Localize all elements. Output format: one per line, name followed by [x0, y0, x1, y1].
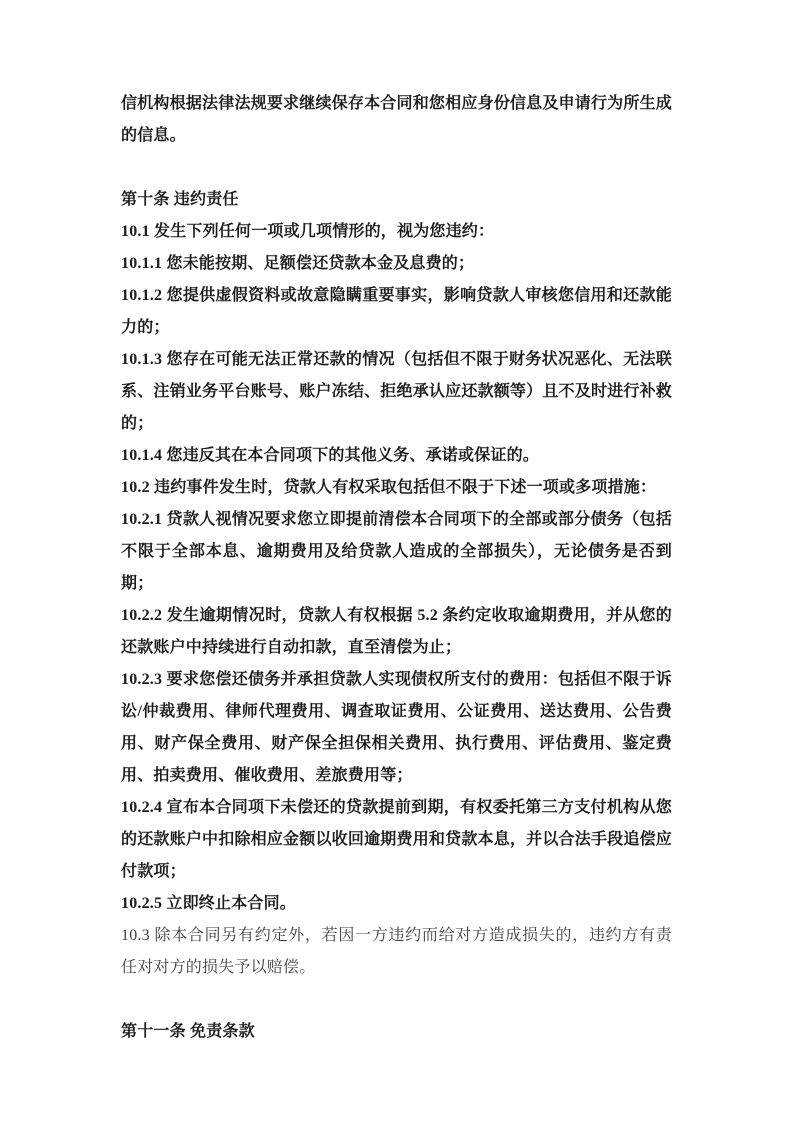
- blank-line: [121, 152, 672, 184]
- clause-10-1-1: 10.1.1 您未能按期、足额偿还贷款本金及息费的；: [121, 255, 475, 272]
- clause-10-2-5: 10.2.5 立即终止本合同。: [121, 895, 297, 912]
- clause-10-1: 10.1 发生下列任何一项或几项情形的，视为您违约：: [121, 223, 495, 240]
- clause-10-2-3: 10.2.3 要求您偿还债务并承担贷款人实现债权所支付的费用：包括但不限于诉讼/仲裁费用、律师代理费用、调查取证费用、公证费用、送达费用、公告费用、财产保全费用、财产保全担保相关费用、执行费用、评估费用、鉴定费用、拍卖费用、催收费用、差旅费用等；: [121, 671, 672, 784]
- section-11-heading: 第十一条 免责条款: [121, 1023, 255, 1040]
- clause-10-2-1: 10.2.1 贷款人视情况要求您立即提前清偿本合同项下的全部或部分债务（包括不限于全部本息、逾期费用及给贷款人造成的全部损失），无论债务是否到期；: [121, 511, 672, 592]
- clause-10-1-3: 10.1.3 您存在可能无法正常还款的情况（包括但不限于财务状况恶化、无法联系、注销业务平台账号、账户冻结、拒绝承认应还款额等）且不及时进行补救的；: [121, 351, 672, 432]
- clause-10-1-2: 10.1.2 您提供虚假资料或故意隐瞒重要事实，影响贷款人审核您信用和还款能力的；: [121, 287, 672, 336]
- section-10-heading: 第十条 违约责任: [121, 191, 239, 208]
- clause-10-3: 10.3 除本合同另有约定外，若因一方违约而给对方造成损失的，违约方有责任对对方的损失予以赔偿。: [121, 927, 672, 976]
- paragraph-overflow-info-retention: 信机构根据法律法规要求继续保存本合同和您相应身份信息及申请行为所生成的信息。: [121, 95, 672, 144]
- clause-10-1-4: 10.1.4 您违反其在本合同项下的其他义务、承诺或保证的。: [121, 447, 540, 464]
- clause-10-2-2: 10.2.2 发生逾期情况时，贷款人有权根据 5.2 条约定收取逾期费用，并从您的还款账户中持续进行自动扣款，直至清偿为止；: [121, 607, 672, 656]
- clause-10-2-4: 10.2.4 宣布本合同项下未偿还的贷款提前到期，有权委托第三方支付机构从您的还款账户中扣除相应金额以收回逾期费用和贷款本息，并以合法手段追偿应付款项；: [121, 799, 672, 880]
- clause-10-2: 10.2 违约事件发生时，贷款人有权采取包括但不限于下述一项或多项措施：: [121, 479, 657, 496]
- blank-line: [121, 984, 672, 1016]
